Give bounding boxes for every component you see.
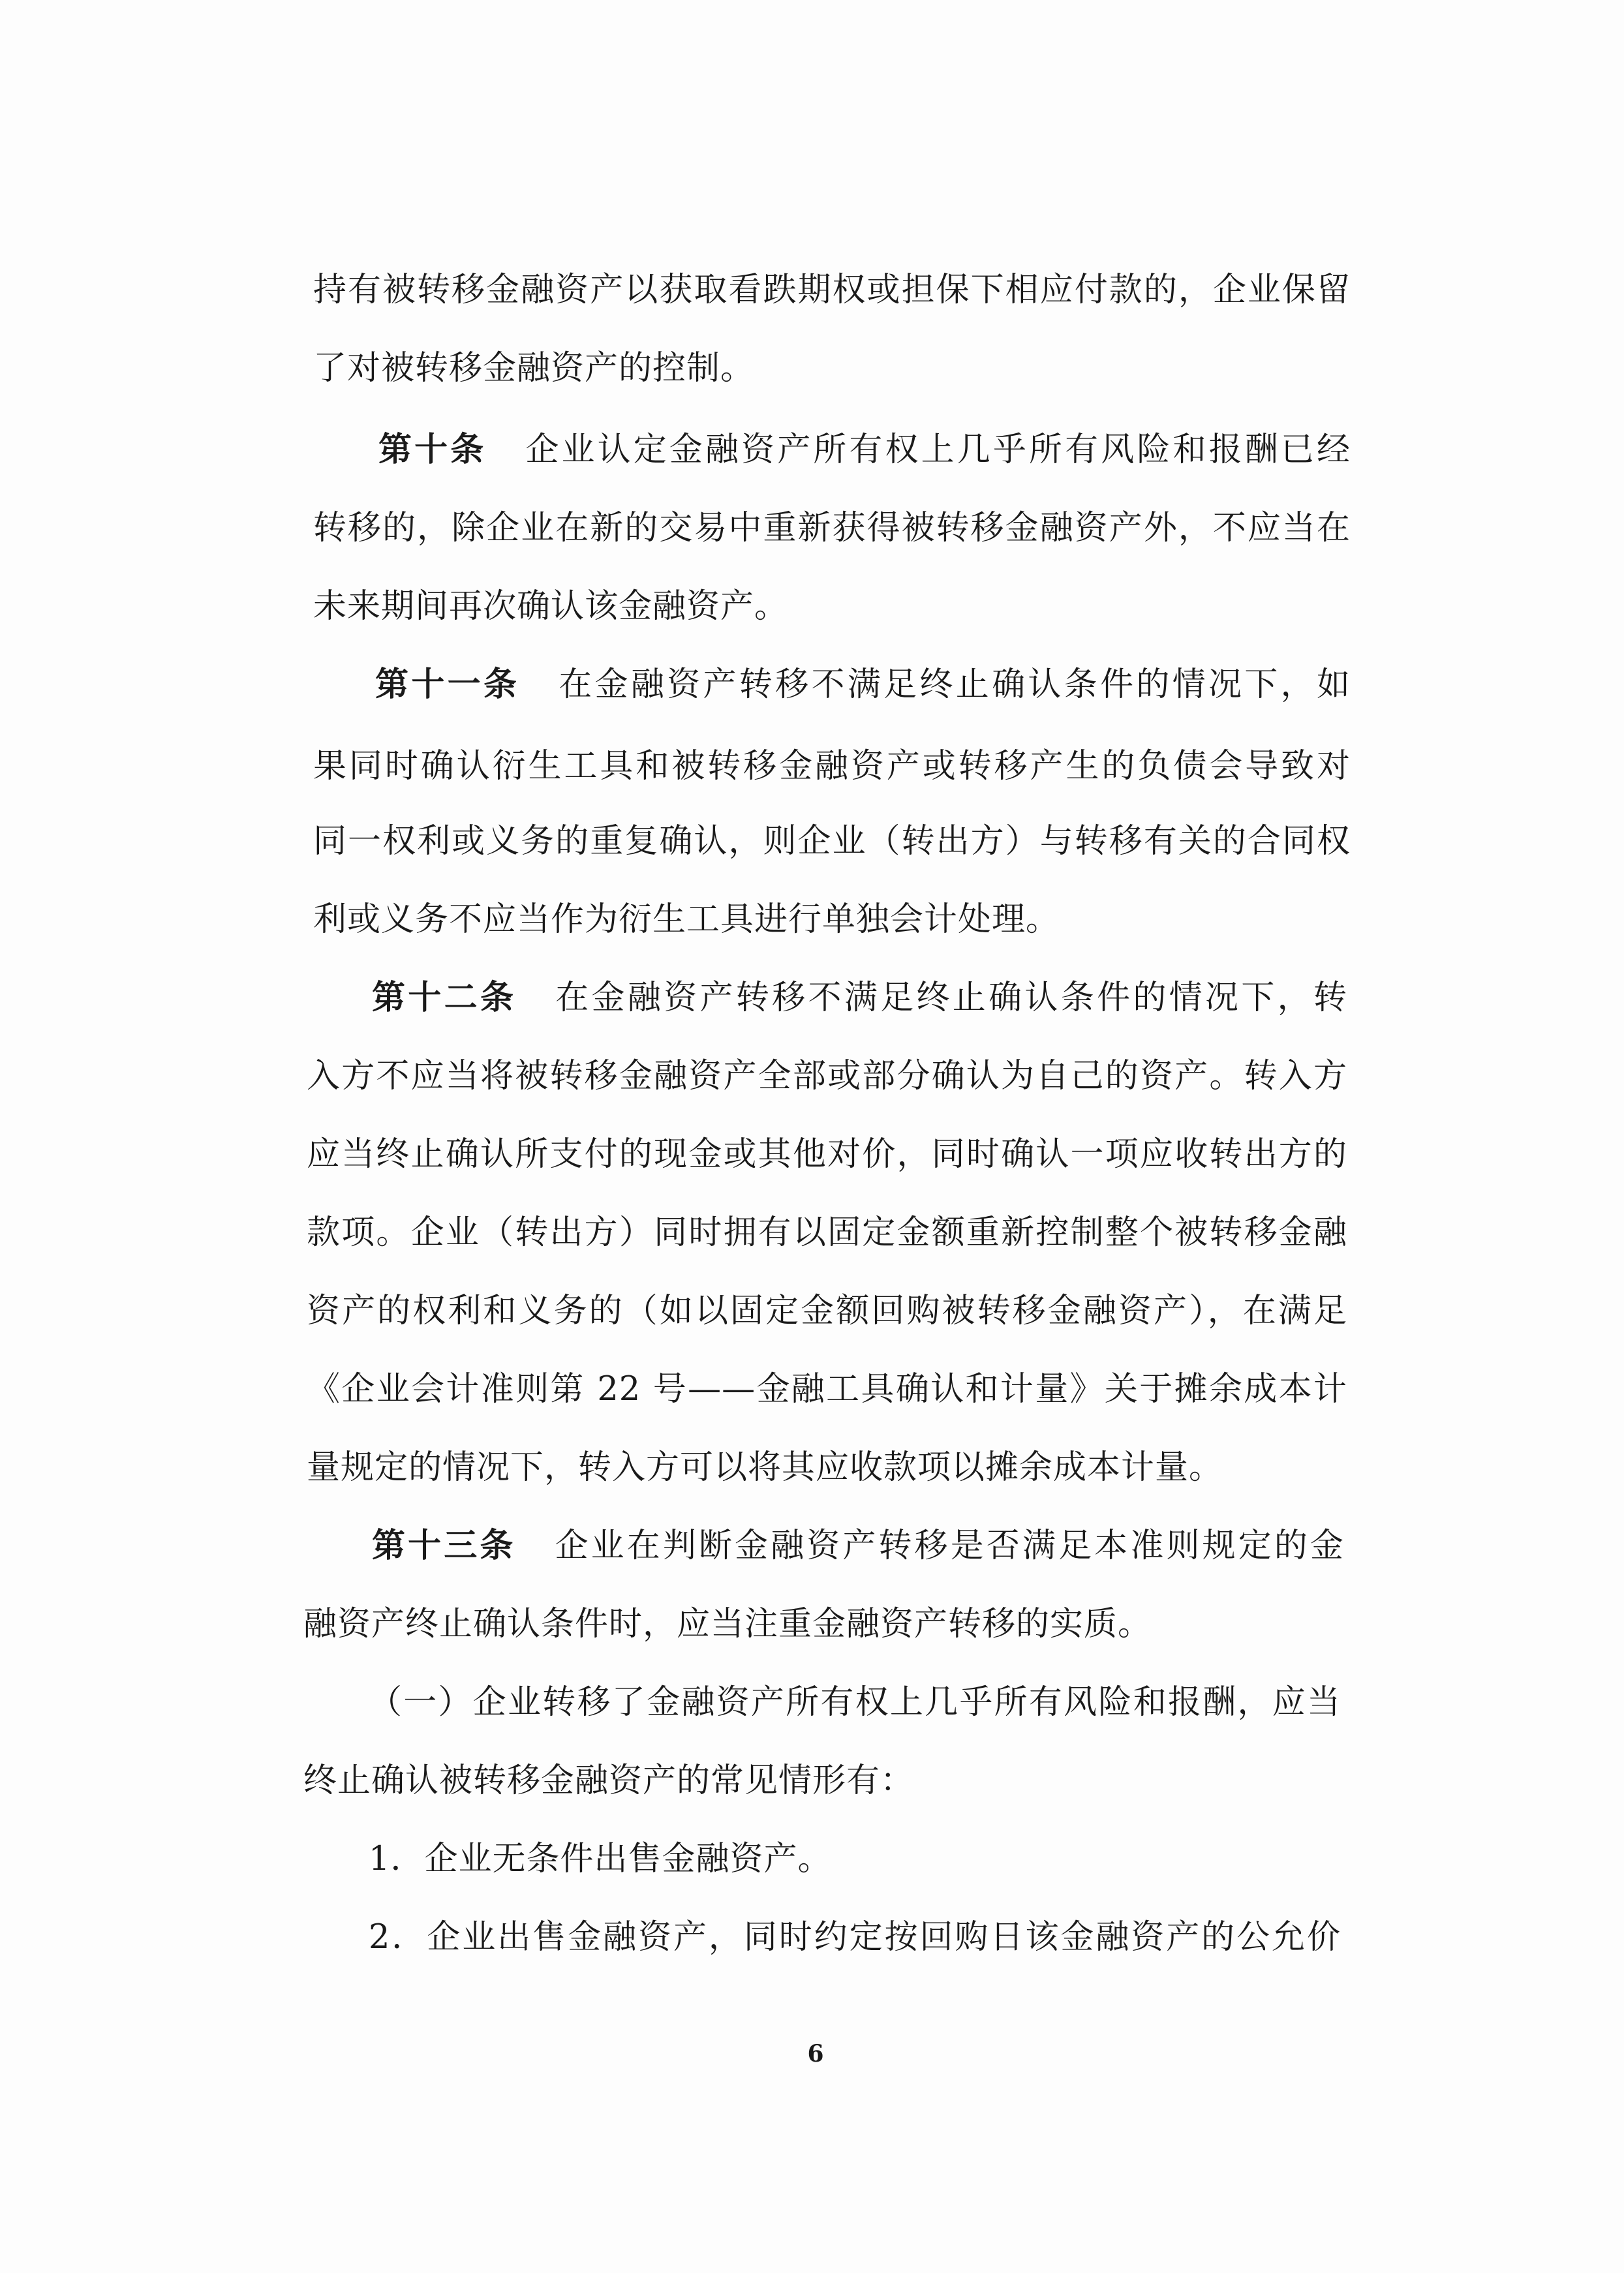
text-line: 终止确认被转移金融资产的常见情形有： xyxy=(303,1762,915,1800)
article-text: 企业认定金融资产所有权上几乎所有风险和报酬已经 xyxy=(525,431,1351,469)
article-line xyxy=(372,956,1347,1041)
article-text: 企业在判断金融资产转移是否满足本准则规定的金 xyxy=(555,1527,1344,1565)
text-line: 未来期间再次确认该金融资产。 xyxy=(313,587,789,626)
text-line: 同一权利或义务的重复确认，则企业（转出方）与转移有关的合同权 xyxy=(313,822,1351,861)
text-line: 款项。企业（转出方）同时拥有以固定金额重新控制整个被转移金融 xyxy=(307,1213,1347,1252)
article-title: 第十一条 xyxy=(375,665,520,704)
text-line: （一）企业转移了金融资产所有权上几乎所有风险和报酬，应当 xyxy=(369,1683,1341,1722)
text-line: 应当终止确认所支付的现金或其他对价，同时确认一项应收转出方的 xyxy=(307,1135,1347,1174)
text-line: 转移的，除企业在新的交易中重新获得被转移金融资产外，不应当在 xyxy=(313,509,1351,547)
article-text: 在金融资产转移不满足终止确认条件的情况下，转 xyxy=(555,979,1347,1017)
article-line xyxy=(378,408,1351,493)
article-title: 第十条 xyxy=(378,431,487,469)
text-line: 了对被转移金融资产的控制。 xyxy=(313,349,755,388)
text-line: 持有被转移金融资产以获取看跌期权或担保下相应付款的，企业保留 xyxy=(313,271,1351,309)
text-line: 果同时确认衍生工具和被转移金融资产或转移产生的负债会导致对 xyxy=(313,747,1351,786)
text-line: 《企业会计准则第 22 号——金融工具确认和计量》关于摊余成本计 xyxy=(307,1370,1347,1409)
article-line xyxy=(372,1504,1344,1589)
list-item: 1．企业无条件出售金融资产。 xyxy=(369,1840,832,1878)
text-line: 入方不应当将被转移金融资产全部或部分确认为自己的资产。转入方 xyxy=(307,1057,1347,1095)
text-line: 利或义务不应当作为衍生工具进行单独会计处理。 xyxy=(313,900,1060,939)
list-item: 2．企业出售金融资产，同时约定按回购日该金融资产的公允价 xyxy=(369,1918,1341,1957)
article-title: 第十二条 xyxy=(372,979,517,1017)
page-number: 6 xyxy=(807,2040,824,2067)
text-line: 资产的权利和义务的（如以固定金额回购被转移金融资产），在满足 xyxy=(307,1292,1347,1330)
article-text: 在金融资产转移不满足终止确认条件的情况下，如 xyxy=(559,665,1351,704)
text-line: 量规定的情况下，转入方可以将其应收款项以摊余成本计量。 xyxy=(307,1448,1223,1487)
text-line: 融资产终止确认条件时，应当注重金融资产转移的实质。 xyxy=(303,1605,1152,1643)
article-line xyxy=(375,643,1351,727)
article-title: 第十三条 xyxy=(372,1527,516,1565)
